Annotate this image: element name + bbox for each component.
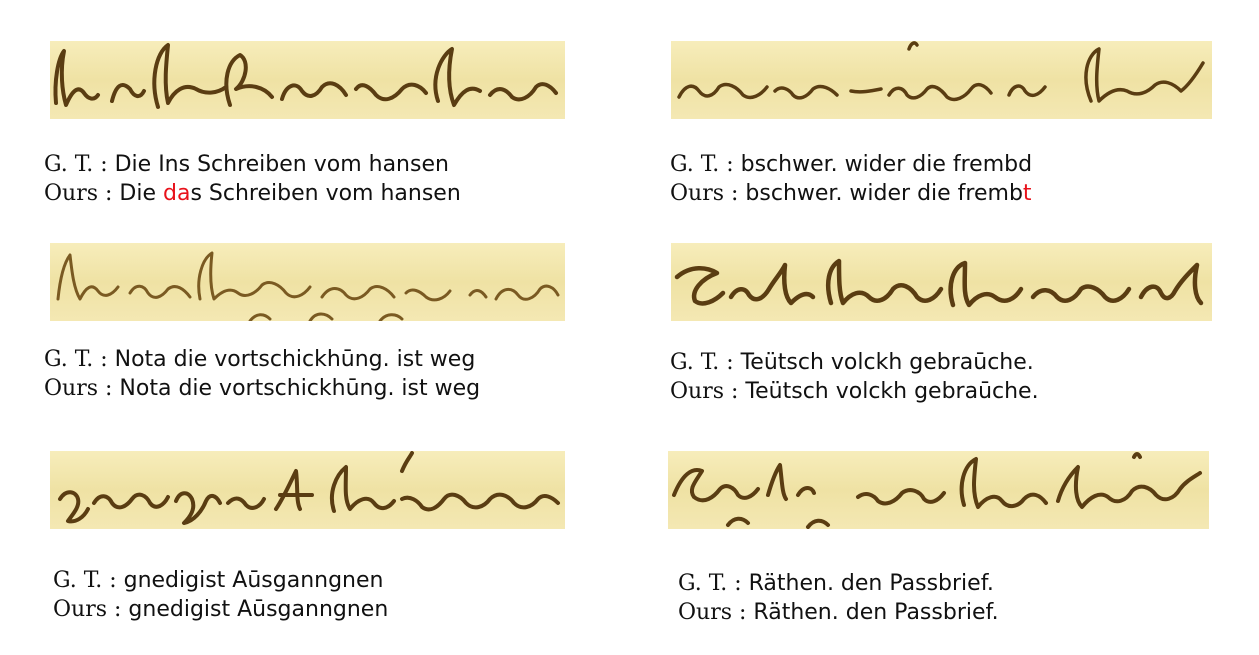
handwriting-scribble-icon: [671, 41, 1212, 119]
handwriting-scribble-icon: [50, 41, 565, 119]
transcription-caption: [44, 150, 584, 208]
transcription-caption: [44, 345, 584, 403]
handwritten-line-image: [50, 41, 565, 119]
ours-label: Ours :: [44, 181, 120, 206]
ground-truth-line: [53, 566, 593, 595]
ours-label: Ours :: [678, 600, 754, 625]
prediction-line: [44, 179, 584, 208]
handwriting-scribble-icon: [50, 451, 565, 529]
ours-text: Die: [119, 181, 164, 206]
ours-label: Ours :: [670, 379, 746, 404]
prediction-line: [678, 598, 1218, 627]
ground-truth-line: [670, 150, 1210, 179]
gt-label: G. T. :: [678, 571, 749, 596]
prediction-line: [670, 377, 1210, 406]
ground-truth-line: [670, 348, 1210, 377]
ours-text: Nota die vortschickhūng. ist weg: [119, 376, 481, 401]
ground-truth-line: [44, 150, 584, 179]
gt-label: G. T. :: [53, 568, 124, 593]
transcription-caption: [670, 348, 1210, 406]
prediction-line: [44, 374, 584, 403]
ours-label: Ours :: [53, 597, 129, 622]
handwritten-line-image: [671, 243, 1212, 321]
transcription-caption: [678, 569, 1218, 627]
gt-text: Die Ins Schreiben vom hansen: [114, 152, 449, 177]
ours-text: bschwer. wider die fremb: [745, 181, 1023, 206]
gt-text: Teütsch volckh gebraūche.: [740, 350, 1034, 375]
ours-text-rest: s Schreiben vom hansen: [190, 181, 461, 206]
handwriting-scribble-icon: [50, 243, 565, 321]
error-highlight: t: [1022, 181, 1032, 206]
handwriting-scribble-icon: [668, 451, 1209, 529]
gt-text: bschwer. wider die frembd: [740, 152, 1033, 177]
gt-label: G. T. :: [44, 347, 115, 372]
gt-label: G. T. :: [670, 350, 741, 375]
prediction-line: [670, 179, 1210, 208]
ours-label: Ours :: [44, 376, 120, 401]
handwritten-line-image: [50, 243, 565, 321]
transcription-caption: [53, 566, 593, 624]
handwritten-line-image: [50, 451, 565, 529]
gt-label: G. T. :: [670, 152, 741, 177]
ground-truth-line: [44, 345, 584, 374]
gt-text: gnedigist Aūsganngnen: [123, 568, 384, 593]
prediction-line: [53, 595, 593, 624]
gt-label: G. T. :: [44, 152, 115, 177]
handwritten-line-image: [671, 41, 1212, 119]
ours-text: Teütsch volckh gebraūche.: [745, 379, 1039, 404]
ours-label: Ours :: [670, 181, 746, 206]
ours-text: Räthen. den Passbrief.: [753, 600, 999, 625]
ours-text: gnedigist Aūsganngnen: [128, 597, 389, 622]
gt-text: Nota die vortschickhūng. ist weg: [114, 347, 476, 372]
handwriting-scribble-icon: [671, 243, 1212, 321]
transcription-caption: [670, 150, 1210, 208]
error-highlight: da: [163, 181, 191, 206]
ground-truth-line: [678, 569, 1218, 598]
handwritten-line-image: [668, 451, 1209, 529]
gt-text: Räthen. den Passbrief.: [748, 571, 994, 596]
